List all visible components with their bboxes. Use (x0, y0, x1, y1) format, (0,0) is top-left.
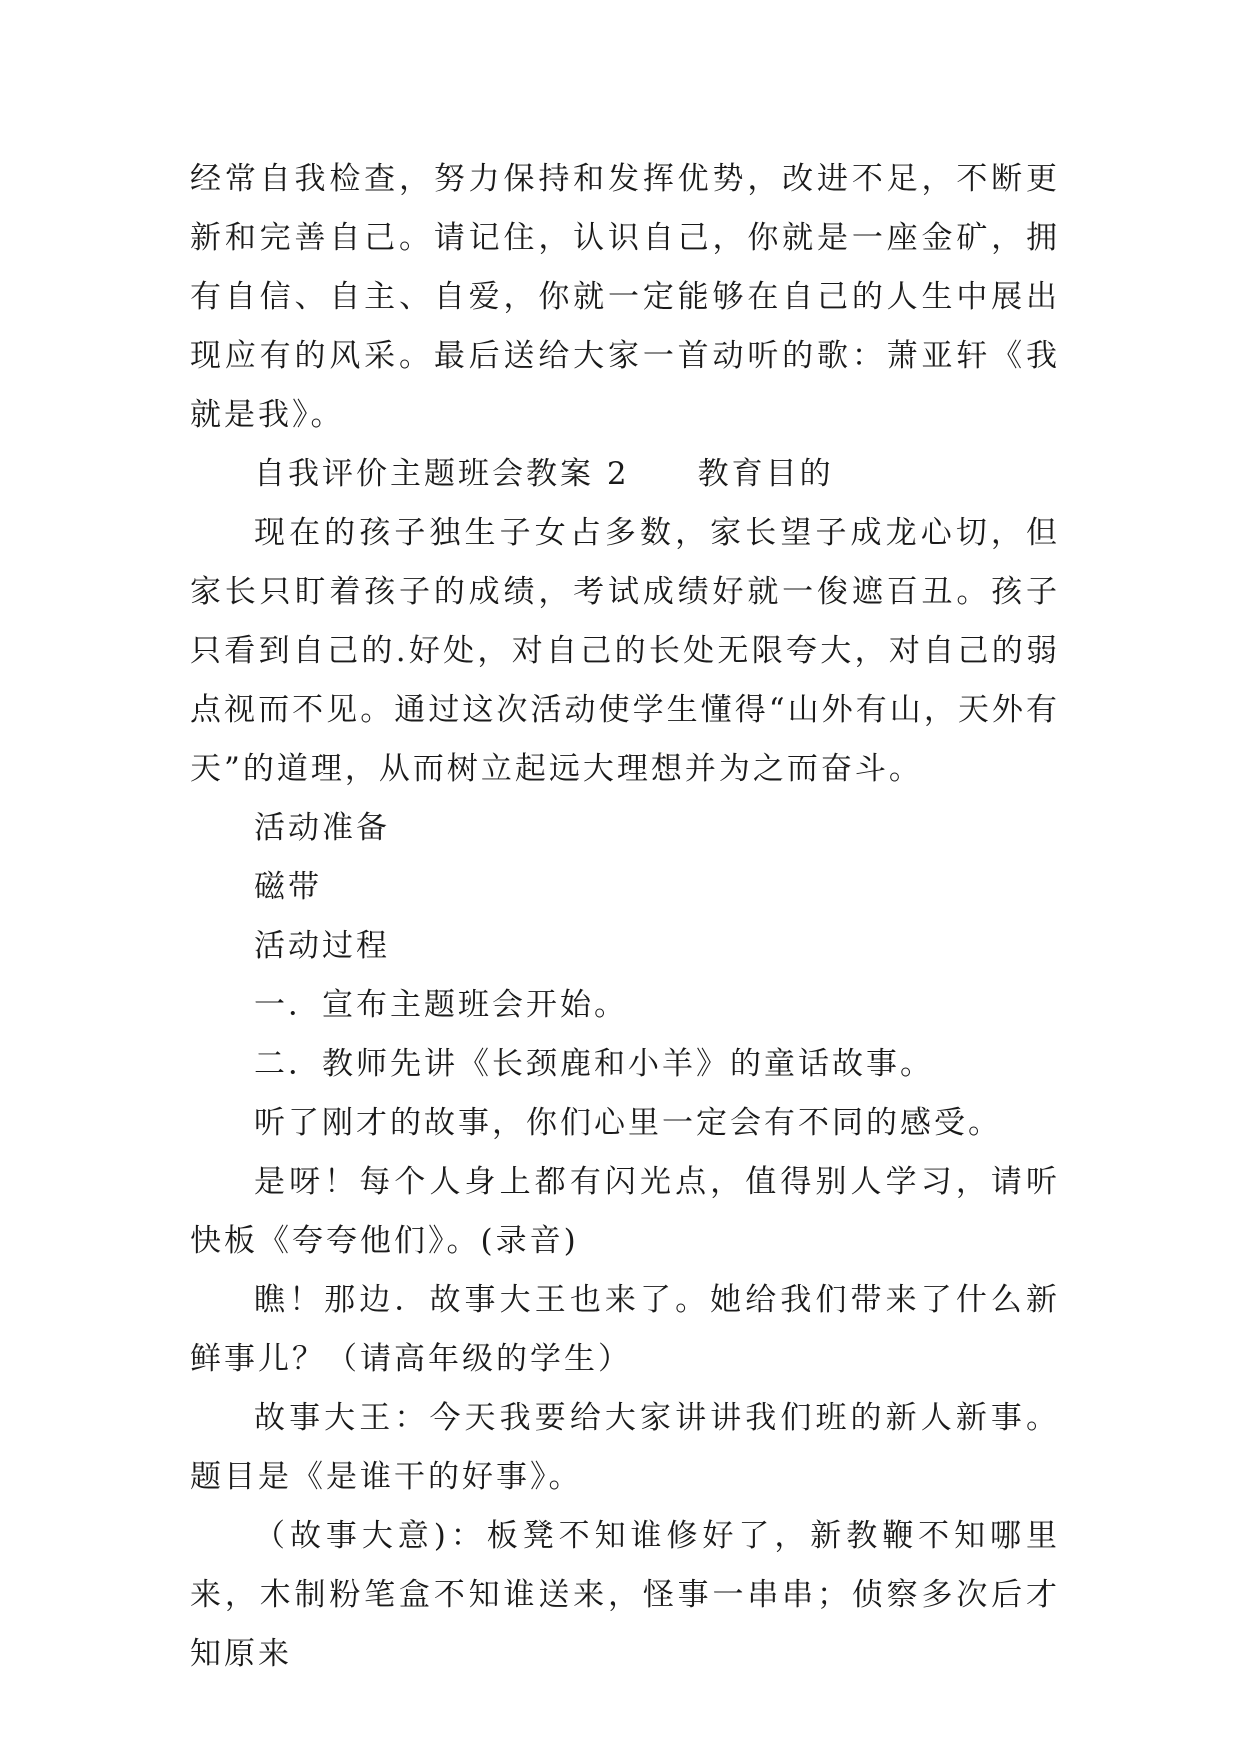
paragraph-children-situation: 现在的孩子独生子女占多数，家长望子成龙心切，但家长只盯着孩子的成绩，考试成绩好就一俊遮百丑。孩子只看到自己的.好处，对自己的长处无限夸大，对自己的弱点视而不见。通过这次活动使学生懂得“山外有山，天外有天”的道理，从而树立起远大理想并为之而奋斗。 (190, 515, 1060, 787)
step-two-story: 二．教师先讲《长颈鹿和小羊》的童话故事。 (254, 1046, 934, 1082)
section-heading-education-goal: 自我评价主题班会教案 2 教育目的 (254, 456, 834, 492)
paragraph-bright-spots: 是呀！每个人身上都有闪光点，值得别人学习，请听快板《夸夸他们》。(录音) (190, 1164, 1060, 1259)
paragraph-story-summary: （故事大意)：板凳不知谁修好了，新教鞭不知哪里来，木制粉笔盒不知谁送来，怪事一串串；侦察多次后才知原来 (190, 1518, 1060, 1672)
paragraph-self-check: 经常自我检查，努力保持和发挥优势，改进不足，不断更新和完善自己。请记住，认识自己，你就是一座金矿，拥有自信、自主、自爱，你就一定能够在自己的人生中展出现应有的风采。最后送给大家一首动听的歌：萧亚轩《我就是我》。 (190, 161, 1060, 433)
paragraph-story-king: 瞧！那边．故事大王也来了。她给我们带来了什么新鲜事儿？（请高年级的学生） (190, 1282, 1060, 1377)
paragraph-tape: 磁带 (254, 869, 322, 905)
heading-activity-preparation: 活动准备 (254, 810, 390, 846)
document-page (190, 150, 1060, 1684)
heading-activity-process: 活动过程 (254, 928, 390, 964)
paragraph-feelings: 听了刚才的故事，你们心里一定会有不同的感受。 (254, 1105, 1002, 1141)
step-one-announce: 一．宣布主题班会开始。 (254, 987, 628, 1023)
paragraph-story-king-speech: 故事大王：今天我要给大家讲讲我们班的新人新事。题目是《是谁干的好事》。 (190, 1400, 1060, 1495)
